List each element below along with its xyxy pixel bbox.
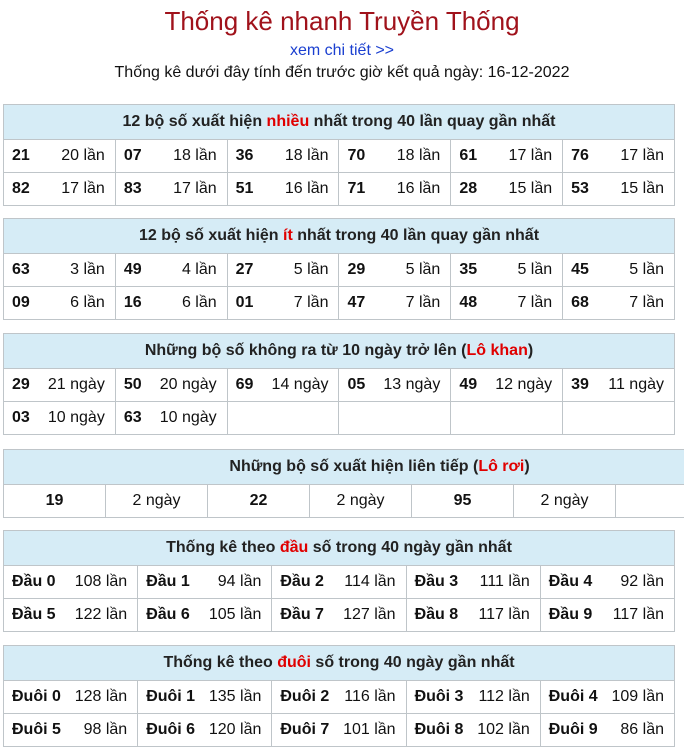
most-frequent-table: [3, 104, 675, 206]
stat-cell: 70 18 lần: [339, 140, 451, 173]
stat-cell: 63 3 lần: [4, 254, 116, 287]
lo-khan-table: [3, 333, 675, 435]
stat-cell: 22: [208, 485, 310, 518]
stat-cell: 01 7 lần: [227, 287, 339, 320]
stat-cell: 19: [4, 485, 106, 518]
dau-table: [3, 530, 675, 632]
stat-cell: Đầu 5 122 lần: [4, 599, 138, 632]
stat-cell: 36 18 lần: [227, 140, 339, 173]
page-subtitle: Thống kê dưới đây tính đến trước giờ kết quả ngày: 16-12-2022: [114, 64, 570, 81]
empty-cell: [227, 402, 339, 435]
page-header: [0, 0, 684, 84]
stat-cell: 83 17 lần: [115, 173, 227, 206]
table-row: [4, 566, 675, 599]
dau-heading: Thống kê theo đầu số trong 40 ngày gần nhất: [4, 531, 675, 566]
stat-cell: 50 20 ngày: [115, 369, 227, 402]
stat-cell: 45 5 lần: [563, 254, 675, 287]
stat-cell: 76 17 lần: [563, 140, 675, 173]
table-row: [4, 254, 675, 287]
duoi-heading: Thống kê theo đuôi số trong 40 ngày gần nhất: [4, 646, 675, 681]
duoi-table: [3, 645, 675, 747]
stat-cell: 05 13 ngày: [339, 369, 451, 402]
lo-khan-heading: Những bộ số không ra từ 10 ngày trở lên (Lô khan): [4, 334, 675, 369]
stat-cell: Đuôi 4 109 lần: [540, 681, 674, 714]
stat-cell: Đầu 3 111 lần: [406, 566, 540, 599]
stat-cell: Đầu 1 94 lần: [138, 566, 272, 599]
stat-cell: 03 10 ngày: [4, 402, 116, 435]
table-row: [4, 173, 675, 206]
stat-cell: 82 17 lần: [4, 173, 116, 206]
stat-cell: 48 7 lần: [451, 287, 563, 320]
most-frequent-heading: 12 bộ số xuất hiện nhiều nhất trong 40 lần quay gần nhất: [4, 105, 675, 140]
stat-cell: Đầu 8 117 lần: [406, 599, 540, 632]
table-row: [4, 287, 675, 320]
stat-cell: 28 15 lần: [451, 173, 563, 206]
stat-cell: 21 20 lần: [4, 140, 116, 173]
stat-cell: 29 21 ngày: [4, 369, 116, 402]
stat-cell: 47 7 lần: [339, 287, 451, 320]
stat-cell: 27 5 lần: [227, 254, 339, 287]
stat-cell: Đuôi 1 135 lần: [138, 681, 272, 714]
stat-cell: Đuôi 3 112 lần: [406, 681, 540, 714]
table-row: [4, 485, 684, 518]
stat-cell: Đầu 7 127 lần: [272, 599, 406, 632]
stat-cell: Đầu 0 108 lần: [4, 566, 138, 599]
stat-cell: 09 6 lần: [4, 287, 116, 320]
table-row: [4, 140, 675, 173]
stat-cell: 95: [412, 485, 514, 518]
stat-cell: Đầu 6 105 lần: [138, 599, 272, 632]
stat-cell: 63 10 ngày: [115, 402, 227, 435]
page-title: Thống kê nhanh Truyền Thống: [164, 6, 520, 36]
stat-cell: Đầu 2 114 lần: [272, 566, 406, 599]
stat-cell: 68 7 lần: [563, 287, 675, 320]
least-frequent-heading: 12 bộ số xuất hiện ít nhất trong 40 lần quay gần nhất: [4, 219, 675, 254]
lo-roi-table: [3, 449, 684, 518]
stat-cell: 69 14 ngày: [227, 369, 339, 402]
table-row: [4, 681, 675, 714]
table-row: [4, 402, 675, 435]
stat-cell: 51 16 lần: [227, 173, 339, 206]
empty-cell: [616, 485, 684, 518]
stat-cell: 61 17 lần: [451, 140, 563, 173]
stat-cell: Đuôi 8 102 lần: [406, 714, 540, 747]
least-frequent-table: [3, 218, 675, 320]
stat-cell: Đuôi 0 128 lần: [4, 681, 138, 714]
stat-cell: Đuôi 2 116 lần: [272, 681, 406, 714]
stat-cell: 35 5 lần: [451, 254, 563, 287]
stat-cell: Đuôi 7 101 lần: [272, 714, 406, 747]
stat-cell: 49 12 ngày: [451, 369, 563, 402]
stat-cell: Đuôi 9 86 lần: [540, 714, 674, 747]
stat-cell: Đuôi 6 120 lần: [138, 714, 272, 747]
stat-cell: 39 11 ngày: [563, 369, 675, 402]
stat-cell: 53 15 lần: [563, 173, 675, 206]
lo-roi-heading: Những bộ số xuất hiện liên tiếp (Lô rơi): [4, 450, 684, 485]
more-details-link[interactable]: xem chi tiết >>: [289, 42, 395, 59]
stat-cell: 29 5 lần: [339, 254, 451, 287]
stat-cell: 16 6 lần: [115, 287, 227, 320]
table-row: [4, 369, 675, 402]
empty-cell: [563, 402, 675, 435]
stat-cell: 71 16 lần: [339, 173, 451, 206]
stat-cell: 2 ngày: [106, 485, 208, 518]
stat-cell: Đuôi 5 98 lần: [4, 714, 138, 747]
table-row: [4, 599, 675, 632]
stat-cell: Đầu 4 92 lần: [540, 566, 674, 599]
stat-cell: 2 ngày: [514, 485, 616, 518]
stat-cell: 2 ngày: [310, 485, 412, 518]
empty-cell: [451, 402, 563, 435]
stat-cell: 49 4 lần: [115, 254, 227, 287]
stat-cell: 07 18 lần: [115, 140, 227, 173]
stat-cell: Đầu 9 117 lần: [540, 599, 674, 632]
empty-cell: [339, 402, 451, 435]
table-row: [4, 714, 675, 747]
